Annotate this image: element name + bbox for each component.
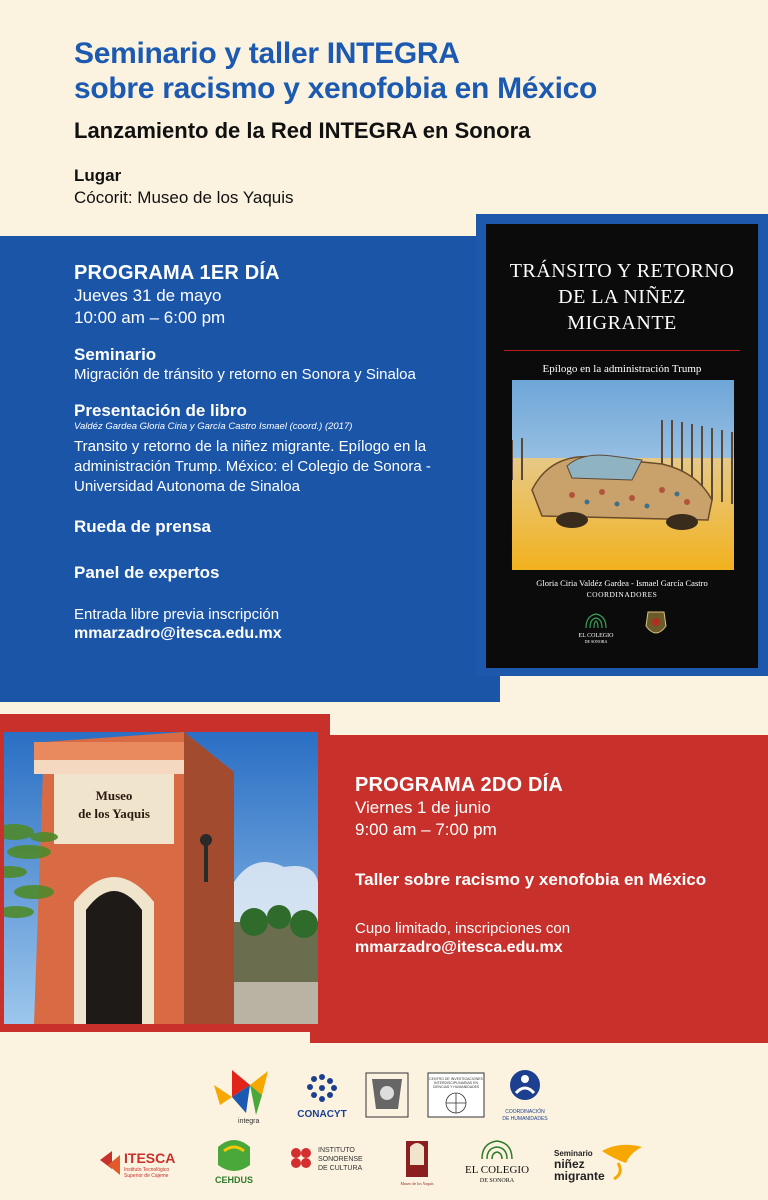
cupo-text: Cupo limitado, inscripciones con bbox=[355, 920, 571, 937]
day1-content bbox=[74, 262, 470, 643]
museo-yaquis-photo bbox=[4, 732, 318, 1024]
seminario-label: Seminario bbox=[74, 345, 157, 364]
coordinacion-humanidades-logo bbox=[502, 1070, 548, 1122]
lugar-label: Lugar bbox=[74, 166, 122, 185]
book-title-line-2: DE LA NIÑEZ bbox=[558, 286, 686, 308]
lugar-value: Cócorit: Museo de los Yaquis bbox=[74, 188, 294, 207]
book-title bbox=[486, 258, 758, 336]
coord-hum-line-1: COORDINACIÓN bbox=[505, 1109, 545, 1115]
sem-line-3: migrante bbox=[554, 1169, 605, 1183]
cehdus-logo-text: CEHDUS bbox=[214, 1175, 254, 1185]
itesca-logo-text: ITESCA bbox=[124, 1150, 176, 1166]
day2-content bbox=[355, 774, 755, 957]
itesca-sub-1: Instituto Tecnológico bbox=[124, 1167, 170, 1173]
book-authors-names: Gloria Ciria Valdéz Gardea - Ismael García Castro bbox=[536, 578, 708, 588]
sponsor-logos bbox=[0, 1055, 768, 1200]
book-coordinators-label: COORDINADORES bbox=[586, 590, 658, 599]
cehdus-logo bbox=[215, 1140, 253, 1185]
libro-label: Presentación de libro bbox=[74, 401, 247, 420]
itesca-sub-2: Superior de Cajeme bbox=[124, 1173, 169, 1179]
subtitle: Lanzamiento de la Red INTEGRA en Sonora bbox=[74, 118, 531, 143]
day1-date: Jueves 31 de mayo bbox=[74, 286, 222, 305]
ceiich-logo bbox=[428, 1073, 484, 1117]
header bbox=[74, 36, 754, 208]
book-publisher-name-2: DE SONORA bbox=[584, 639, 608, 644]
museo-sign-line-1: Museo bbox=[95, 788, 133, 803]
day1-title: PROGRAMA 1ER DÍA bbox=[74, 262, 280, 284]
entrada-text: Entrada libre previa inscripción bbox=[74, 606, 280, 623]
colegio-sonora-logo bbox=[465, 1141, 529, 1184]
day1-time: 10:00 am – 6:00 pm bbox=[74, 308, 226, 327]
colson-logo-text: EL COLEGIO bbox=[464, 1164, 530, 1176]
title-line-2: sobre racismo y xenofobia en México bbox=[74, 72, 598, 105]
sem-line-2: niñez bbox=[554, 1157, 585, 1171]
seminario-ninez-migrante-logo bbox=[554, 1145, 642, 1183]
book-cover bbox=[486, 224, 758, 668]
integra-logo bbox=[214, 1070, 268, 1125]
taller-label: Taller sobre racismo y xenofobia en México bbox=[355, 870, 707, 889]
conacyt-logo bbox=[297, 1074, 346, 1120]
book-title-line-1: TRÁNSITO Y RETORNO bbox=[509, 260, 735, 282]
colson-logo-text-2: DE SONORA bbox=[479, 1178, 515, 1184]
book-authors bbox=[486, 578, 758, 599]
book-publisher-name: EL COLEGIO bbox=[578, 633, 614, 639]
panel-label: Panel de expertos bbox=[74, 563, 220, 582]
day2-date: Viernes 1 de junio bbox=[355, 798, 491, 817]
book-publisher-logos bbox=[556, 608, 696, 648]
isc-logo bbox=[291, 1147, 363, 1172]
museo-yaquis-logo bbox=[400, 1141, 434, 1186]
rueda-label: Rueda de prensa bbox=[74, 517, 211, 536]
isc-line-1: INSTITUTO bbox=[318, 1147, 355, 1154]
book-title-line-3: MIGRANTE bbox=[567, 312, 677, 334]
conacyt-logo-text: CONACYT bbox=[297, 1109, 347, 1120]
seminario-text: Migración de tránsito y retorno en Sonora y Sinaloa bbox=[74, 366, 416, 383]
libro-authors: Valdéz Gardea Gloria Ciria y García Castro Ismael (coord.) (2017) bbox=[74, 421, 353, 432]
coord-hum-line-2: DE HUMANIDADES bbox=[502, 1116, 548, 1122]
itesca-logo bbox=[100, 1150, 175, 1179]
museo-logo-text: Museo de los Yaquis bbox=[400, 1181, 434, 1186]
book-car-photo bbox=[512, 380, 734, 570]
ceiich-row-1: CENTRO DE INVESTIGACIONES bbox=[429, 1077, 483, 1081]
libro-text: Transito y retorno de la niñez migrante. Epílogo en la administración Trump. México: el Colegio de Sonora - Universidad Autonoma de Sinaloa bbox=[74, 438, 431, 495]
isc-line-3: DE CULTURA bbox=[318, 1165, 363, 1172]
title-line-1: Seminario y taller INTEGRA bbox=[74, 37, 460, 70]
day2-email-link[interactable]: mmarzadro@itesca.edu.mx bbox=[355, 939, 563, 956]
day1-email-link[interactable]: mmarzadro@itesca.edu.mx bbox=[74, 625, 282, 642]
ceiich-row-2: INTERDISCIPLINARIAS EN bbox=[434, 1081, 478, 1085]
page-title bbox=[74, 36, 754, 106]
book-divider bbox=[504, 350, 740, 351]
unam-logo bbox=[366, 1073, 408, 1117]
sem-line-1: Seminario bbox=[554, 1149, 593, 1158]
book-subtitle: Epílogo en la administración Trump bbox=[542, 363, 702, 375]
day2-title: PROGRAMA 2DO DÍA bbox=[355, 774, 564, 796]
integra-logo-text: integra bbox=[238, 1118, 260, 1125]
isc-line-2: SONORENSE bbox=[318, 1156, 363, 1163]
ceiich-row-3: CIENCIAS Y HUMANIDADES bbox=[432, 1085, 480, 1089]
museo-sign-line-2: de los Yaquis bbox=[78, 806, 150, 821]
day2-time: 9:00 am – 7:00 pm bbox=[355, 820, 497, 839]
